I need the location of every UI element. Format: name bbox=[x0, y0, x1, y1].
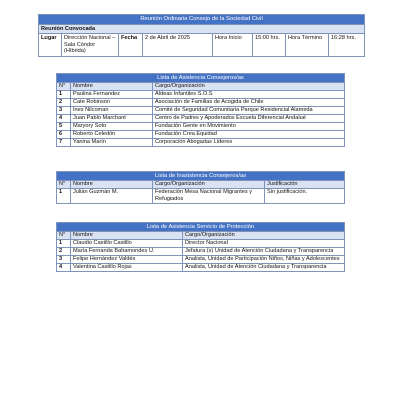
row-org: Comité de Seguridad Comunitaria Parque Residencial Alameda bbox=[153, 107, 345, 115]
row-num: 3 bbox=[57, 107, 71, 115]
col-header-name: Nombre bbox=[71, 232, 183, 240]
hora-termino-value: 16:28 hrs. bbox=[329, 34, 365, 57]
proteccion-table bbox=[56, 222, 345, 272]
table-row bbox=[57, 240, 345, 248]
row-num: 2 bbox=[57, 248, 71, 256]
table-row bbox=[57, 131, 345, 139]
table-row bbox=[57, 91, 345, 99]
fecha-value: 2 de Abril de 2025 bbox=[143, 34, 213, 57]
row-name: Cate Robinson bbox=[71, 99, 153, 107]
row-num: 4 bbox=[57, 115, 71, 123]
row-num: 1 bbox=[57, 240, 71, 248]
row-justification: Sin justificación. bbox=[265, 189, 345, 204]
attendance-title: Lista de Asistencia Consejeros/as bbox=[57, 74, 345, 83]
hora-inicio-value: 15:00 hrs. bbox=[253, 34, 286, 57]
row-num: 1 bbox=[57, 91, 71, 99]
row-name: Felipe Hernández Valdés bbox=[71, 256, 183, 264]
row-name: Valentina Castillo Rojas bbox=[71, 264, 183, 272]
row-num: 1 bbox=[57, 189, 71, 204]
table-row bbox=[57, 123, 345, 131]
row-num: 2 bbox=[57, 99, 71, 107]
row-org: Corporación Abogadas Líderes bbox=[153, 139, 345, 147]
table-row bbox=[57, 264, 345, 272]
row-org: Federación Mesa Nacional Migrantes y Refugiados bbox=[153, 189, 265, 204]
row-org: Fundación Crea Equidad bbox=[153, 131, 345, 139]
row-name: Juan Pablo Marchant bbox=[71, 115, 153, 123]
col-header-name: Nombre bbox=[71, 83, 153, 91]
row-org: Fundación Gente en Movimiento bbox=[153, 123, 345, 131]
row-name: Ines Nilcoman bbox=[71, 107, 153, 115]
row-org: Jefatura (s) Unidad de Atención Ciudadana y Transparencia bbox=[183, 248, 345, 256]
lugar-value: Dirección Nacional – Sala Cóndor (Híbrida) bbox=[62, 34, 119, 57]
table-row bbox=[57, 139, 345, 147]
col-header-justification: Justificación bbox=[265, 181, 345, 189]
row-num: 4 bbox=[57, 264, 71, 272]
table-row bbox=[57, 115, 345, 123]
col-header-org: Cargo/Organización bbox=[153, 83, 345, 91]
row-num: 3 bbox=[57, 256, 71, 264]
row-org: Centro de Padres y Apoderados Escuela Diferencial Andalué bbox=[153, 115, 345, 123]
table-row bbox=[57, 248, 345, 256]
row-num: 5 bbox=[57, 123, 71, 131]
lugar-label: Lugar bbox=[39, 34, 62, 57]
row-name: Yanina Marín bbox=[71, 139, 153, 147]
row-org: Director Nacional bbox=[183, 240, 345, 248]
fecha-label: Fecha bbox=[119, 34, 143, 57]
inasistencia-table bbox=[56, 171, 345, 204]
row-name: Julián Guzmán M. bbox=[71, 189, 153, 204]
row-org: Asociación de Familias de Acogida de Chile bbox=[153, 99, 345, 107]
row-name: María Fernanda Bahamondes U. bbox=[71, 248, 183, 256]
row-num: 7 bbox=[57, 139, 71, 147]
table-row bbox=[57, 256, 345, 264]
row-org: Analista, Unidad de Atención Ciudadana y Transparencia bbox=[183, 264, 345, 272]
col-header-name: Nombre bbox=[71, 181, 153, 189]
col-header-org: Cargo/Organización bbox=[153, 181, 265, 189]
inasistencia-title: Lista de Inasistencia Consejeros/as bbox=[57, 172, 345, 181]
attendance-table bbox=[56, 73, 345, 147]
hora-inicio-label: Hora Inicio bbox=[213, 34, 253, 57]
meeting-title: Reunión Ordinaria Consejo de la Sociedad Civil bbox=[39, 15, 365, 25]
col-header-num: N° bbox=[57, 232, 71, 240]
row-num: 6 bbox=[57, 131, 71, 139]
col-header-num: N° bbox=[57, 181, 71, 189]
row-org: Aldeas Infantiles S.O.S bbox=[153, 91, 345, 99]
table-row bbox=[57, 99, 345, 107]
meeting-info-table bbox=[38, 14, 365, 57]
row-name: Claudio Castillo Castillo bbox=[71, 240, 183, 248]
table-row bbox=[57, 107, 345, 115]
row-name: Maryory Soto bbox=[71, 123, 153, 131]
col-header-org: Cargo/Organización bbox=[183, 232, 345, 240]
col-header-num: N° bbox=[57, 83, 71, 91]
row-name: Paulina Fernandez bbox=[71, 91, 153, 99]
meeting-convened-label: Reunión Convocada bbox=[39, 24, 365, 34]
hora-termino-label: Hora Término bbox=[286, 34, 329, 57]
proteccion-title: Lista de Asistencia Servicio de Protección bbox=[57, 223, 345, 232]
table-row bbox=[57, 189, 345, 204]
row-org: Analista, Unidad de Participación Niños, Niñas y Adolescentes bbox=[183, 256, 345, 264]
row-name: Roberto Celedón bbox=[71, 131, 153, 139]
